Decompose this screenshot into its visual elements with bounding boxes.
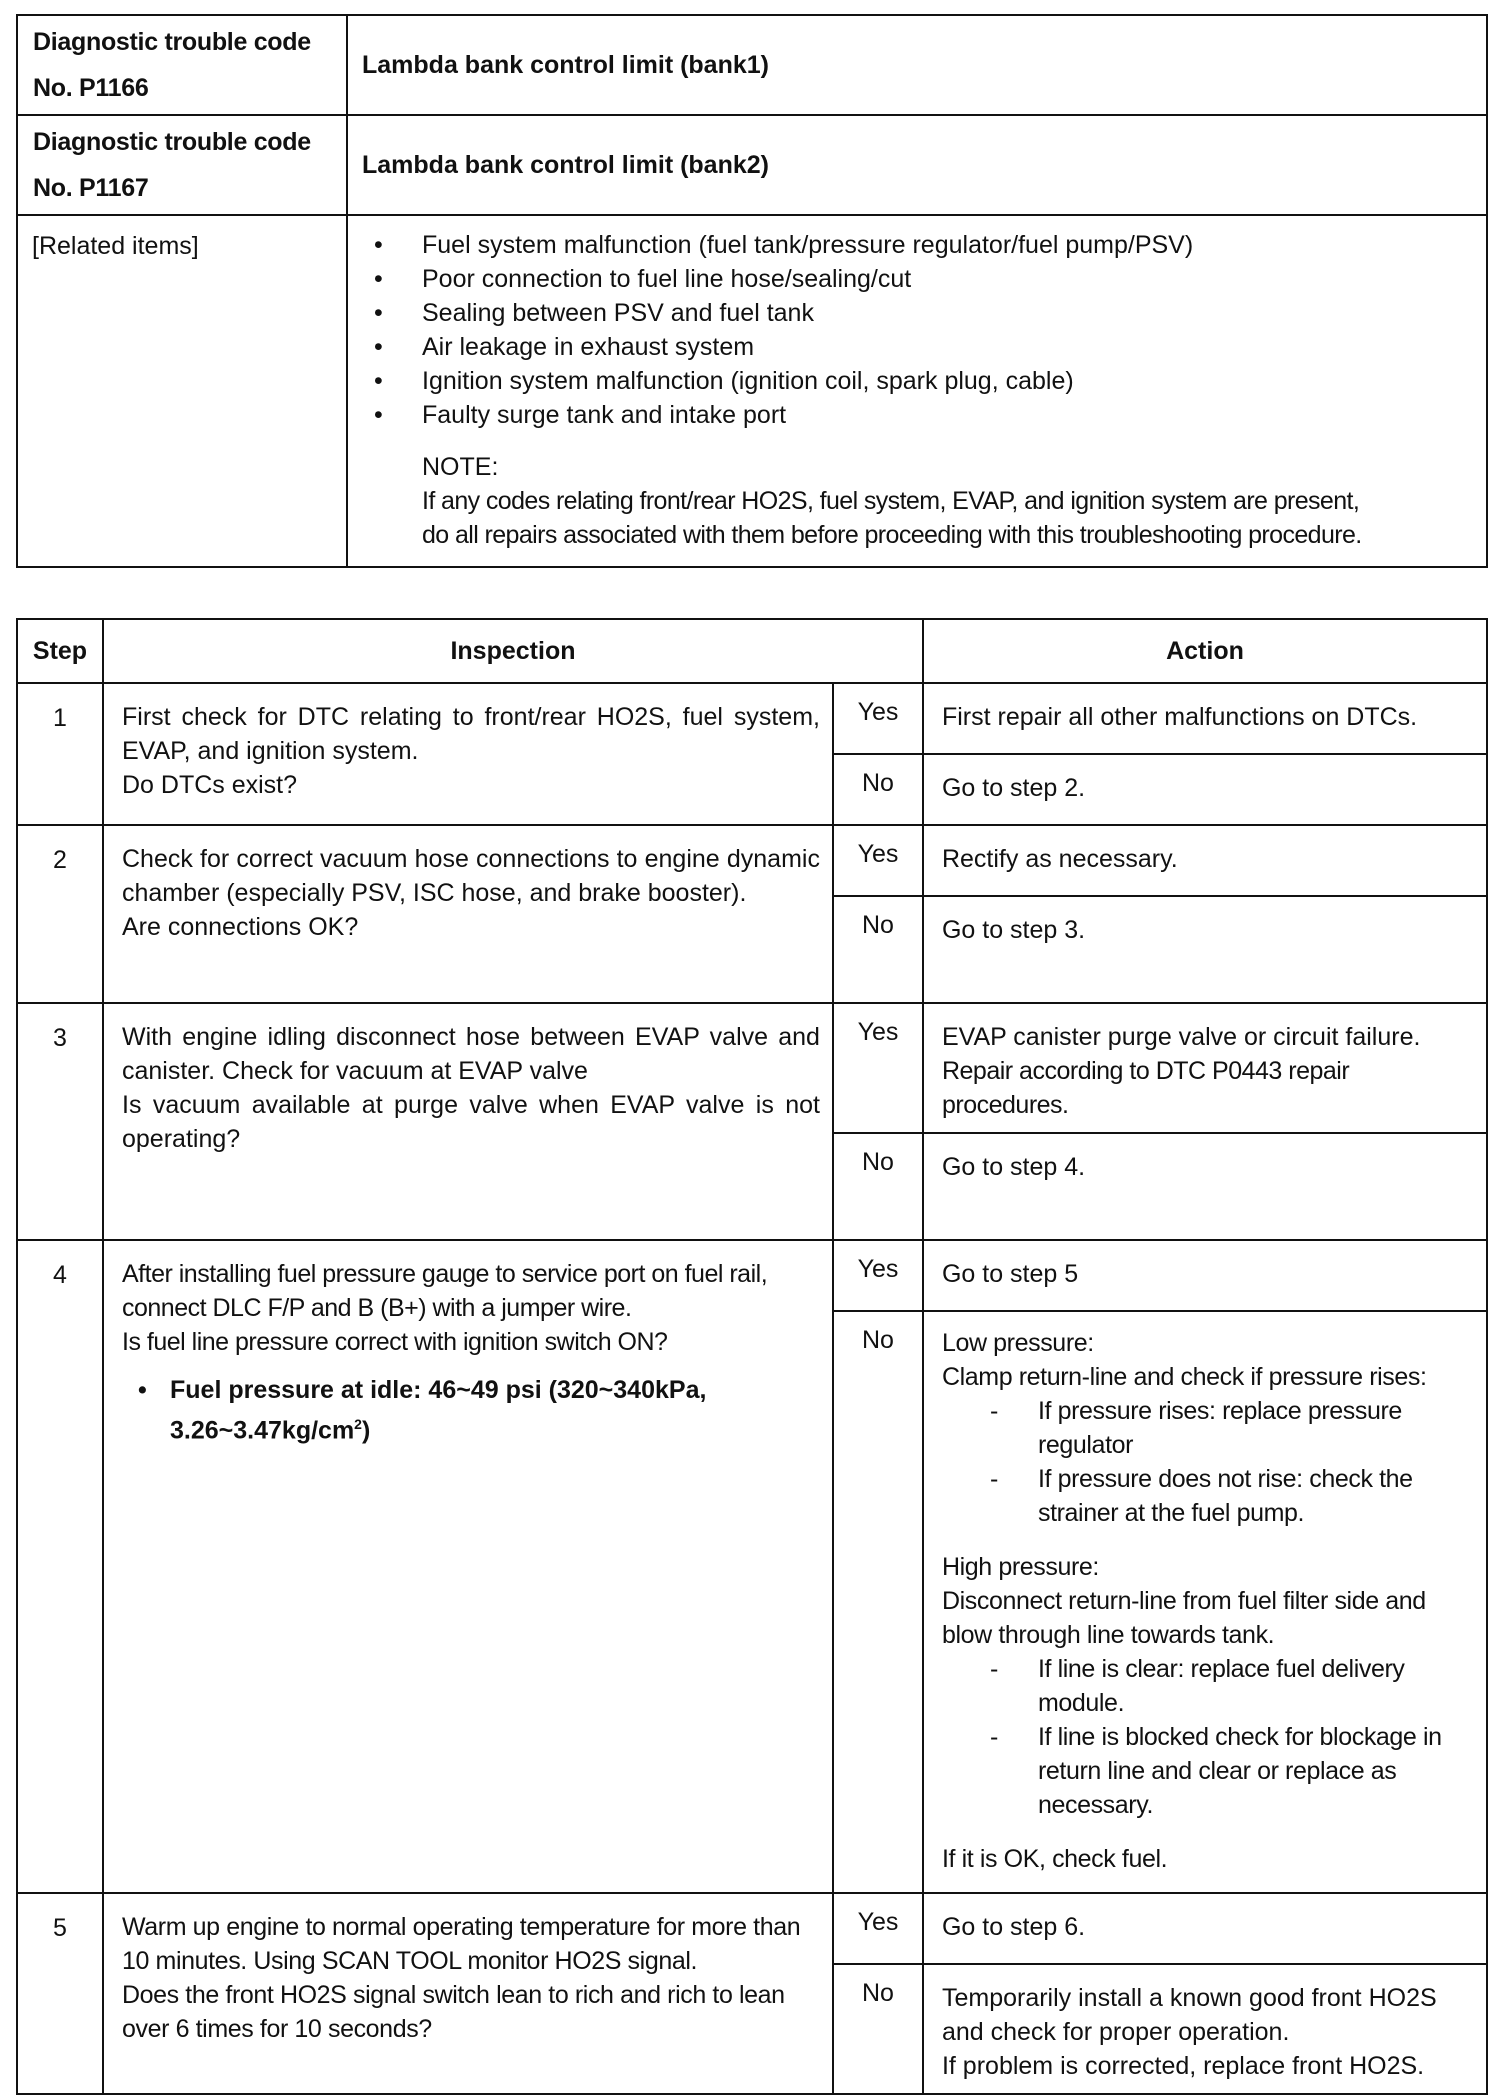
inspection-cell: Warm up engine to normal operating temperature for more than 10 minutes. Using SCAN TOOL monitor HO2S signal. Does the front HO2S signal switch lean to rich and rich to lean over 6 times for 10 seconds?: [103, 1893, 833, 2094]
inspection-header: Inspection: [103, 619, 923, 683]
no-label: No: [833, 1133, 923, 1240]
yes-action: Go to step 5: [923, 1240, 1487, 1311]
note-block: [362, 450, 1466, 552]
related-items-label: [Related items]: [17, 215, 347, 567]
dtc-title: Lambda bank control limit (bank2): [347, 115, 1487, 215]
troubleshooting-table: [16, 618, 1488, 2095]
yes-label: Yes: [833, 1240, 923, 1311]
dtc-label: Diagnostic trouble code No. P1167: [33, 128, 311, 202]
no-action: Go to step 4.: [923, 1133, 1487, 1240]
no-label: No: [833, 1964, 923, 2094]
table-row: [17, 1003, 1487, 1133]
inspection-cell: First check for DTC relating to front/rear HO2S, fuel system, EVAP, and ignition system. Do DTCs exist?: [103, 683, 833, 825]
inspection-cell: Check for correct vacuum hose connections to engine dynamic chamber (especially PSV, ISC hose, and brake booster). Are connections OK?: [103, 825, 833, 1003]
list-item: - If line is blocked check for blockage in return line and clear or replace as necessary.: [942, 1720, 1476, 1822]
list-item: • Ignition system malfunction (ignition coil, spark plug, cable): [362, 364, 1466, 398]
list-item: • Air leakage in exhaust system: [362, 330, 1466, 364]
step-header: Step: [17, 619, 103, 683]
step-number: 2: [17, 825, 103, 1003]
related-items-list: [362, 228, 1466, 432]
table-row: [17, 1240, 1487, 1311]
dtc-label-cell: [17, 115, 347, 215]
yes-label: Yes: [833, 1893, 923, 1964]
no-label: No: [833, 754, 923, 825]
no-action: Low pressure: Clamp return-line and check if pressure rises: - If pressure rises: replace pressure regulator - If pressure does not rise: check the strainer at the fuel pump. High pressure: Disconnect return-line from fuel filter side and blow through line towards tank. - If line is clear: replace fuel delivery module. - If line is blocked check for blockage in return line and clear or replace as necessary. If it is OK, check fuel.: [923, 1311, 1487, 1893]
dtc-label: Diagnostic trouble code No. P1166: [33, 28, 311, 102]
note-text: do all repairs associated with them before proceeding with this troubleshooting procedure.: [422, 521, 1362, 549]
step-number: 3: [17, 1003, 103, 1240]
yes-action: Rectify as necessary.: [923, 825, 1487, 896]
yes-action: First repair all other malfunctions on DTCs.: [923, 683, 1487, 754]
table-row: [17, 1893, 1487, 1964]
inspection-cell: With engine idling disconnect hose between EVAP valve and canister. Check for vacuum at EVAP valve Is vacuum available at purge valve when EVAP valve is not operating?: [103, 1003, 833, 1240]
yes-action: Go to step 6.: [923, 1893, 1487, 1964]
table-row: [17, 683, 1487, 754]
no-action: Go to step 2.: [923, 754, 1487, 825]
yes-label: Yes: [833, 1003, 923, 1133]
yes-label: Yes: [833, 825, 923, 896]
note-text: If any codes relating front/rear HO2S, fuel system, EVAP, and ignition system are present,: [422, 487, 1360, 515]
action-header: Action: [923, 619, 1487, 683]
dtc-title: Lambda bank control limit (bank1): [347, 15, 1487, 115]
yes-label: Yes: [833, 683, 923, 754]
header-row: [17, 619, 1487, 683]
dtc-row: [17, 115, 1487, 215]
no-label: No: [833, 1311, 923, 1893]
list-item: - If pressure rises: replace pressure regulator: [942, 1394, 1476, 1462]
related-items-cell: [347, 215, 1487, 567]
list-item: • Faulty surge tank and intake port: [362, 398, 1466, 432]
list-item: - If line is clear: replace fuel delivery module.: [942, 1652, 1476, 1720]
no-action: Go to step 3.: [923, 896, 1487, 1003]
dtc-row: [17, 15, 1487, 115]
list-item: • Fuel system malfunction (fuel tank/pressure regulator/fuel pump/PSV): [362, 228, 1466, 262]
table-row: [17, 825, 1487, 896]
list-item: - If pressure does not rise: check the strainer at the fuel pump.: [942, 1462, 1476, 1530]
list-item: • Poor connection to fuel line hose/sealing/cut: [362, 262, 1466, 296]
no-action: Temporarily install a known good front HO2S and check for proper operation. If problem is corrected, replace front HO2S.: [923, 1964, 1487, 2094]
step-number: 1: [17, 683, 103, 825]
yes-action: EVAP canister purge valve or circuit failure. Repair according to DTC P0443 repair procedures.: [923, 1003, 1487, 1133]
step-number: 4: [17, 1240, 103, 1893]
inspection-cell: After installing fuel pressure gauge to service port on fuel rail, connect DLC F/P and B (B+) with a jumper wire. Is fuel line pressure correct with ignition switch ON? • Fuel pressure at idle: 46~49 psi (320~340kPa, $3.26\sim 3.47kg/cm^2$): [103, 1240, 833, 1893]
dtc-label-cell: [17, 15, 347, 115]
fuel-pressure-spec: • Fuel pressure at idle: 46~49 psi (320~340kPa, $3.26\sim 3.47kg/cm^2$): [122, 1373, 820, 1447]
step-number: 5: [17, 1893, 103, 2094]
note-title: NOTE:: [422, 453, 499, 481]
dtc-info-table: [16, 14, 1488, 568]
list-item: • Sealing between PSV and fuel tank: [362, 296, 1466, 330]
related-items-row: [17, 215, 1487, 567]
no-label: No: [833, 896, 923, 1003]
